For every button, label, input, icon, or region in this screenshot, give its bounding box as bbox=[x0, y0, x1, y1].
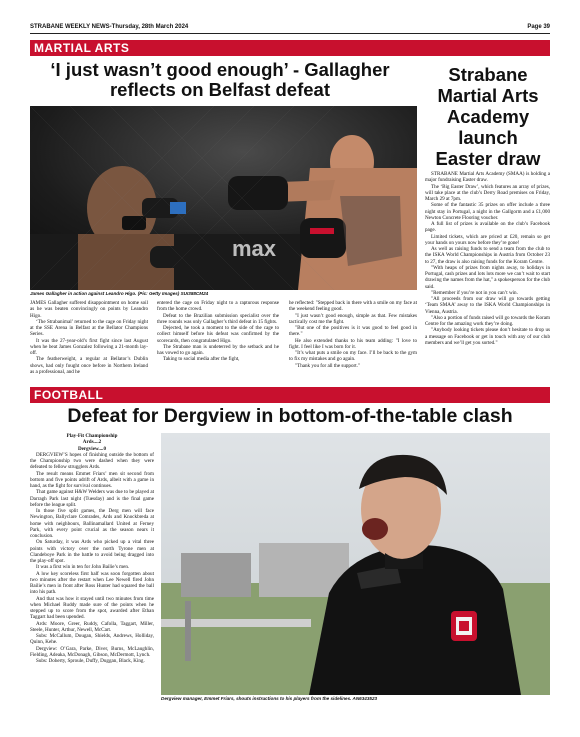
story3-para: And that was how it stayed until two minutes from time when Michael Ruddy made sure of the points when he stepped up to score from the spot, awarded after Ethan Taggart had been upended. bbox=[30, 595, 154, 621]
story2-para: "Remember if you’re not in you can’t win. bbox=[431, 289, 518, 296]
story2-headline-line: Easter draw bbox=[435, 148, 541, 169]
story1-col3-para: "But one of the positives is it was good to feel good in there." bbox=[289, 325, 417, 338]
section-label: MARTIAL ARTS bbox=[34, 41, 130, 55]
story2-para: The ‘Big Easter Draw’, which features an array of prizes, will take place at the club’s Derry Road premises on Friday, March 29 at 7pm. bbox=[425, 183, 550, 202]
page-number: Page 39 bbox=[527, 24, 550, 30]
section-bar-martial-arts bbox=[30, 40, 550, 56]
story1-caption: James Gallagher in action against Leandro Higo. (Pic: Getty Images) SUI388CM24 bbox=[30, 291, 209, 296]
story2-para: "Also a portion of funds raised will go towards the Koram Centre for the amazing work they’re doing. bbox=[425, 314, 550, 327]
story3-para: In those five split games, the Derg men will face Newington, Ballyclare Comrades, Ards and Knockbreda at home with neighbours, Ballinamallard United at Ferney Park, with every point crucial as the season nears it conclusion. bbox=[30, 508, 154, 539]
story3-para: The result means Emmet Friars’ men sit second from bottom and five points adrift of Ards, albeit with a game in hand, as the fight for survival continues. bbox=[30, 470, 154, 489]
story1-headline-line1: ‘I just wasn’t good enough’ - Gallagher bbox=[50, 59, 390, 80]
story3-para: Dergview: O’Gara, Parke, Diver, Burns, McLaughlin, Fielding, Adeaka, McDonagh, Gibson, McDermott, Lynch. bbox=[30, 645, 154, 658]
story3-para: On Saturday, it was Ards who picked up a vital three points with victory over the north Tyrone men at Clandeboye Park in the battle to avoid being dragged into the play-off spot. bbox=[30, 539, 154, 564]
story2-body bbox=[425, 171, 550, 383]
story3-caption: Dergview manager, Emmet Friars, shouts instructions to his players from the sidelines. AN6343523 bbox=[161, 696, 378, 701]
story1-col3-para: he reflected: "Stepped back in there with a smile on my face at the weekend feeling good. bbox=[289, 300, 417, 313]
masthead-rule bbox=[30, 33, 550, 34]
story1-headline bbox=[30, 60, 410, 100]
manager-photo-illustration bbox=[161, 433, 550, 695]
section-label: FOOTBALL bbox=[34, 388, 104, 402]
story1-col3-para: "I just wasn’t good enough, simple as that. Few mistakes tactically cost me the fight. bbox=[289, 312, 417, 325]
story2-para: Some of the fantastic 35 prizes on offer include a three night stay in Portugal, a night in the Gallgorm and a £1,000 Newton Concrete Flooring voucher. bbox=[425, 202, 550, 221]
story2-para: STRABANE Martial Arts Academy (SMAA) is holding a major fundraising Easter draw. bbox=[425, 171, 550, 184]
banner-text: max bbox=[232, 236, 277, 261]
section-bar-football bbox=[30, 387, 550, 403]
story2-para: "All proceeds from our draw will go towards getting ‘Team SMAA’ away to the ISKA World Championships in Vienna, Austria. bbox=[425, 296, 550, 315]
story3-para: Subs: Doherty, Sproule, Duffy, Duggan, Black, King. bbox=[36, 658, 145, 664]
story1-col2-para: The Strabane man is undeterred by the setback and he has vowed to go again. bbox=[157, 343, 279, 356]
story1-col1-para: ‘The Strabanimal’ returned to the cage on Friday night at the SSE Arena in Belfast at the Bellator Champions Series. bbox=[30, 318, 148, 338]
story1-col3-para: He also extended thanks to his team adding: "I love to fight. I feel like I was born for it. bbox=[289, 337, 417, 350]
story1-col1-para: It was the 27-year-old’s first fight since last August when he beat James Gonzalez following a 21-month lay-off. bbox=[30, 337, 148, 356]
story1-column-1 bbox=[30, 300, 148, 384]
story1-photo bbox=[30, 106, 417, 290]
story2-para: "Anybody looking tickets please don’t hesitate to drop us a message on Facebook or get in touch with any of our club members and we’ll get you sorted." bbox=[425, 327, 550, 346]
masthead bbox=[30, 24, 550, 33]
story2-para: As well as raising funds to send a team from the club to the ISKA World Championships in Austria from October 23 to 27, the draw is also raising funds for the Koram Centre. bbox=[425, 246, 550, 265]
story1-col3-para: "It’s what puts a smile on my face. I’ll be back to the gym to fix my mistakes and go again. bbox=[289, 350, 417, 363]
story2-para: Limited tickets, which are priced at £20, remain so get your hands on yours now before they’re gone! bbox=[425, 233, 550, 246]
story1-col2-para: Taking to social media after the fight, bbox=[163, 356, 240, 363]
story1-col2-para: Dejected, he took a moment to the side of the cage to collect himself before his defeat was confirmed by the scorecards, then congratulated Higo. bbox=[157, 325, 279, 344]
masthead-date: STRABANE WEEKLY NEWS-Thursday, 28th March 2024 bbox=[30, 24, 189, 30]
story1-col1-para: JAMES Gallagher suffered disappointment on home soil as he was beaten convincingly on points by Leandro Higo. bbox=[30, 300, 148, 319]
story3-body bbox=[30, 433, 154, 712]
story2-para: "With heaps of prizes from nights away, to holidays in Portugal, cash prizes and lots lots more we can’t wait to start drawing the names from the hat," a spokesperson for the club said. bbox=[425, 264, 550, 290]
story1-column-2 bbox=[157, 300, 279, 384]
story2-headline-line: Academy bbox=[446, 106, 530, 127]
story1-col2-para: Defeat to the Brazilian submission specialist over the three rounds was only Gallagher’s third defeat in 15 fights. bbox=[157, 312, 279, 325]
mma-fight-illustration bbox=[30, 106, 417, 290]
story1-col1-para: The featherweight, a regular at Bellator’s Dublin shows, had only fought once before in Northern Ireland as a professional, and he bbox=[30, 356, 148, 375]
story1-headline-line2: reflects on Belfast defeat bbox=[109, 78, 330, 100]
story1-col3-para: "Thank you for all the support." bbox=[295, 362, 360, 369]
story3-para: A low key scoreless first half was soon forgotten about two minutes after the restart when Lee Newell fired John Bailie’s men in front after Ross Hunter had squared the ball into his path. bbox=[30, 570, 154, 596]
story3-para: That game against H&W Welders was due to be played at Darragh Park last night (Tuesday) and is the final game before the league split. bbox=[30, 489, 154, 508]
story2-headline bbox=[423, 64, 553, 169]
story2-headline-line: launch bbox=[458, 127, 518, 148]
story3-photo bbox=[161, 433, 550, 695]
story3-score-home: Ards....2 bbox=[82, 439, 102, 446]
story3-headline: Defeat for Dergview in bottom-of-the-table clash bbox=[67, 405, 513, 427]
story1-column-3 bbox=[289, 300, 417, 384]
story3-competition: Play-Fit Championship bbox=[66, 433, 118, 439]
story2-para: A full list of prizes is available on the club’s Facebook page. bbox=[425, 221, 550, 234]
story3-para: Subs: McCallum, Dougan, Shields, Andrews, Holliday, Quinn, Kehe. bbox=[30, 633, 154, 646]
story1-col2-para: entered the cage on Friday night to a rapturous response from the home crowd. bbox=[157, 300, 279, 313]
story3-score-away: Dergview....0 bbox=[77, 445, 106, 452]
story2-headline-line: Strabane bbox=[448, 64, 528, 85]
story2-headline-line: Martial Arts bbox=[437, 85, 539, 106]
story3-para: It was a first win in ten for John Bailie’s men. bbox=[36, 564, 130, 571]
story3-para: Ards: Moore, Greer, Ruddy, Cafolla, Taggart, Miller, Steele, Hunter, Arthur, Newell, McCart. bbox=[30, 620, 154, 633]
story3-para: DERGVIEW’S hopes of finishing outside the bottom of the Championship two were dashed when they were defeated to fellow strugglers Ards. bbox=[30, 451, 154, 471]
